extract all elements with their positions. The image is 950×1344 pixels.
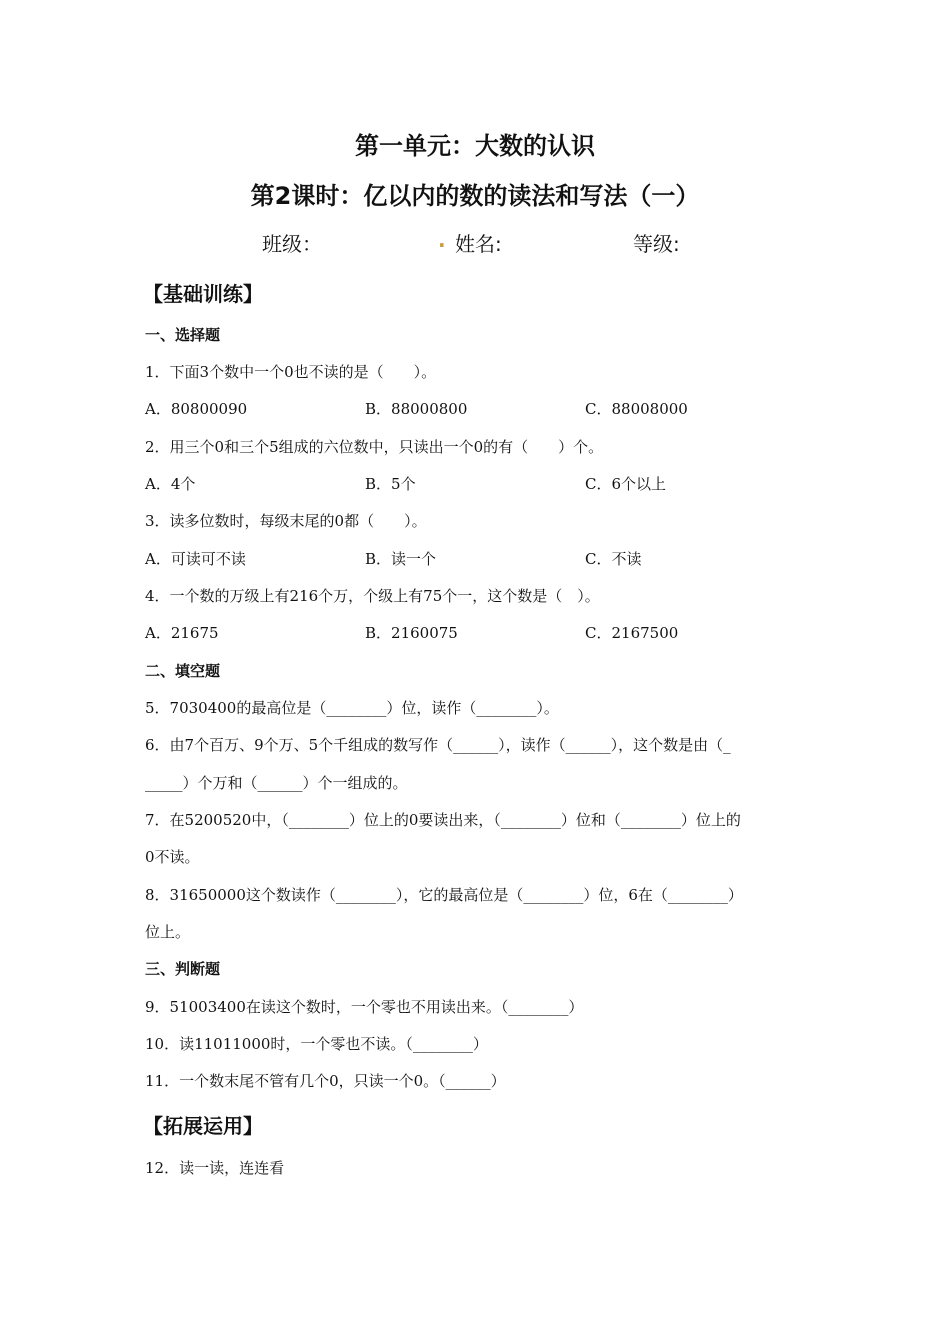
name-label: 姓名: (455, 232, 502, 256)
dot-mark: . (438, 228, 446, 252)
question-6-line-2: _____）个万和（______）个一组成的。 (145, 774, 408, 792)
q2-option-a: A．4个 (145, 475, 196, 493)
q1-option-b: B．88000800 (365, 400, 468, 418)
question-2: 2．用三个0和三个5组成的六位数中，只读出一个0的有（ ）个。 (145, 438, 604, 456)
q3-option-c: C．不读 (585, 550, 642, 568)
q4-option-b: B．2160075 (365, 624, 458, 642)
grade-label: 等级: (633, 232, 680, 256)
question-9: 9．51003400在读这个数时，一个零也不用读出来。（________） (145, 998, 584, 1016)
question-8-line-2: 位上。 (145, 923, 191, 941)
question-7-line-2: 0不读。 (145, 848, 200, 866)
q2-option-c: C．6个以上 (585, 475, 667, 493)
question-4: 4．一个数的万级上有216个万，个级上有75个一，这个数是（ ）。 (145, 587, 600, 605)
section-basic-training: 【基础训练】 (143, 282, 263, 306)
q1-option-c: C．88008000 (585, 400, 688, 418)
question-3: 3．读多位数时，每级末尾的0都（ ）。 (145, 512, 427, 530)
unit-title: 第一单元：大数的认识 (355, 132, 595, 160)
part-multiple-choice: 一、选择题 (145, 326, 221, 344)
part-fill-in: 二、填空题 (145, 662, 221, 680)
question-1: 1．下面3个数中一个0也不读的是（ ）。 (145, 363, 437, 381)
question-12: 12．读一读，连连看 (145, 1159, 285, 1177)
question-8-line-1: 8．31650000这个数读作（________），它的最高位是（________）位，6在（________） (145, 886, 743, 904)
class-label: 班级： (262, 232, 322, 256)
part-true-false: 三、判断题 (145, 960, 221, 978)
section-extension: 【拓展运用】 (143, 1114, 263, 1138)
q3-option-a: A．可读可不读 (145, 550, 246, 568)
q4-option-a: A．21675 (145, 624, 219, 642)
q2-option-b: B．5个 (365, 475, 416, 493)
question-5: 5．7030400的最高位是（________）位，读作（________）。 (145, 699, 559, 717)
question-11: 11．一个数末尾不管有几个0，只读一个0。（______） (145, 1072, 506, 1090)
question-7-line-1: 7．在5200520中，（________）位上的0要读出来，（________）位和（________）位上的 (145, 811, 741, 829)
q4-option-c: C．2167500 (585, 624, 679, 642)
question-6-line-1: 6．由7个百万、9个万、5个千组成的数写作（______），读作（______），这个数是由（_ (145, 736, 731, 754)
lesson-title: 第2课时：亿以内的数的读法和写法（一） (250, 182, 700, 210)
q1-option-a: A．80800090 (145, 400, 248, 418)
q3-option-b: B．读一个 (365, 550, 437, 568)
question-10: 10．读11011000时，一个零也不读。（________） (145, 1035, 488, 1053)
